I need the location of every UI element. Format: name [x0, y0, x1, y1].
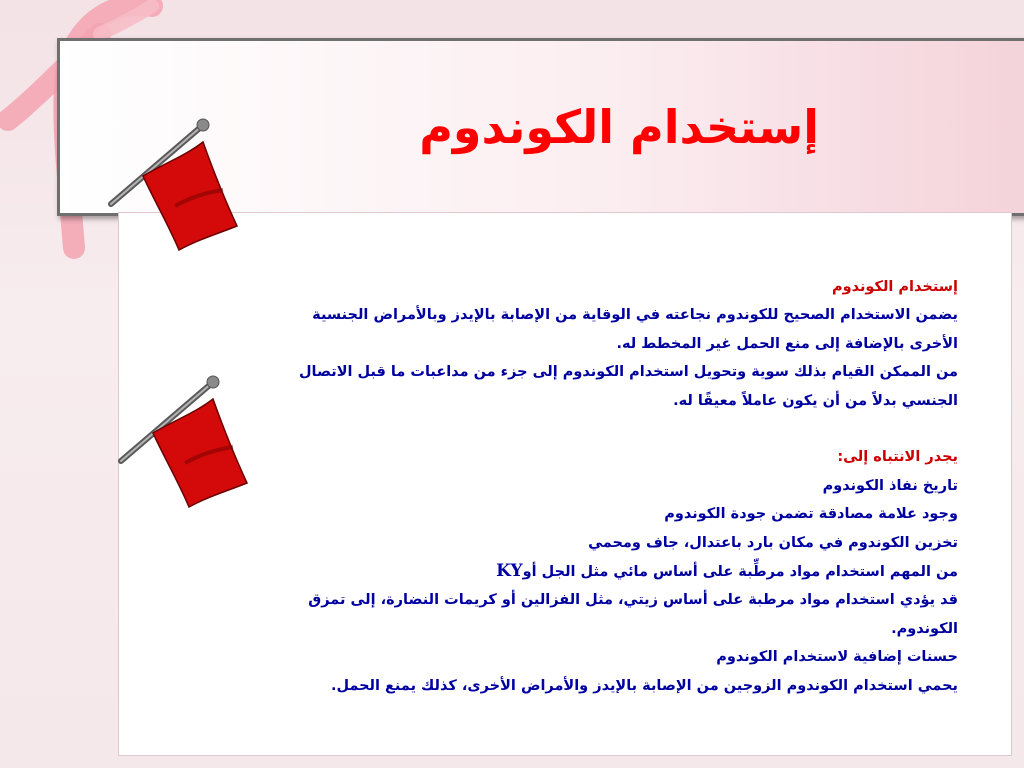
paragraph-line: الأخرى بالإضافة إلى منع الحمل غير المخطط له. [616, 335, 958, 352]
paragraph-line: يضمن الاستخدام الصحيح للكوندوم نجاعته في الوقاية من الإصابة بالإيدز وبالأمراض الجنسية [312, 307, 958, 324]
list-item-text: من المهم استخدام مواد مرطِّبة على أساس مائي مثل الجل أو [522, 564, 958, 581]
list-item: تاريخ نفاذ الكوندوم [822, 477, 958, 494]
list-item [270, 557, 958, 586]
section-heading: يجدر الانتباه إلى: [837, 449, 958, 466]
ky-label: KY [496, 561, 523, 582]
list-item: الكوندوم. [891, 620, 958, 637]
paragraph-line: الجنسي بدلاً من أن يكون عاملاً معيقًا له. [673, 392, 958, 409]
list-item: تخزين الكوندوم في مكان بارد باعتدال، جاف ومحمي [588, 534, 958, 551]
list-item: يحمي استخدام الكوندوم الزوجين من الإصابة بالإيدز والأمراض الأخرى، كذلك يمنع الحمل. [330, 677, 958, 694]
slide-title: إستخدام الكوندوم [419, 100, 819, 154]
red-flag-icon [115, 375, 260, 510]
list-item: حسنات إضافية لاستخدام الكوندوم [716, 649, 958, 666]
section-heading: إستخدام الكوندوم [831, 279, 958, 295]
paragraph-line: من الممكن القيام بذلك سوية وتحويل استخدام الكوندوم إلى جزء من مداعبات ما قبل الاتصال [298, 364, 958, 381]
list-item: وجود علامة مصادقة تضمن جودة الكوندوم [664, 506, 958, 523]
list-item: قد يؤدي استخدام مواد مرطبة على أساس زيتي، مثل الفزالين أو كريمات النضارة، إلى تمزق [308, 592, 958, 609]
body-text [270, 273, 958, 700]
red-flag-icon [105, 118, 250, 253]
spacer [270, 415, 958, 443]
